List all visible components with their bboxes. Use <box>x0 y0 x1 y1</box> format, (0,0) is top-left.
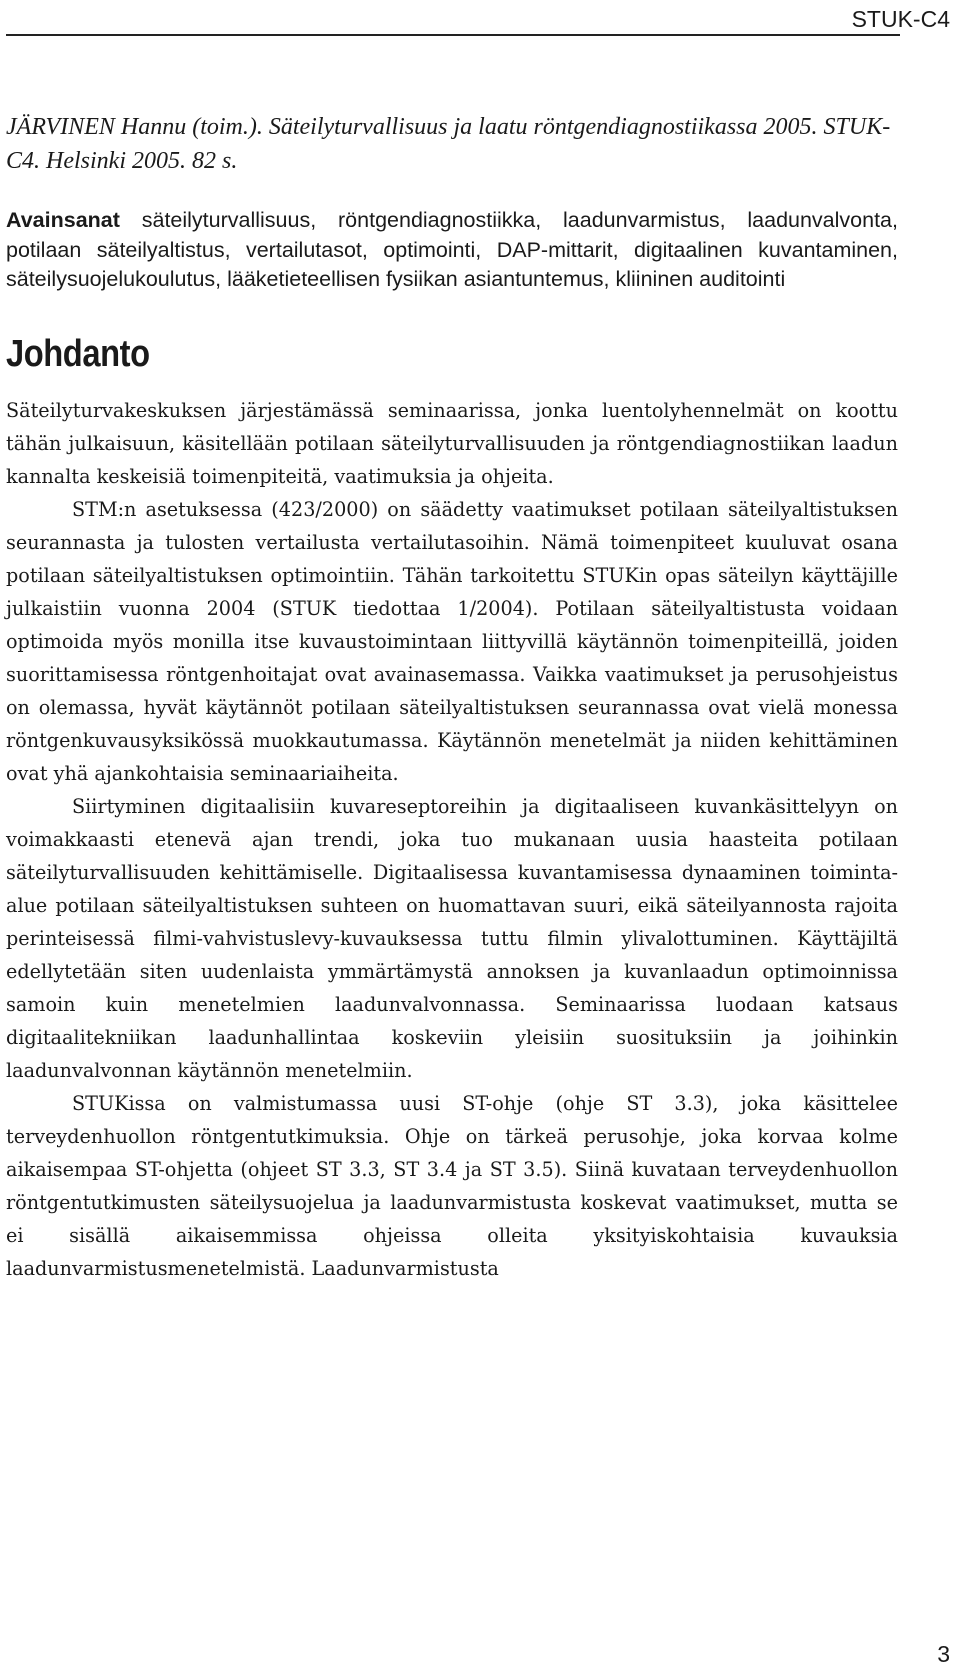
body-text <box>6 394 898 1285</box>
keywords <box>6 206 898 295</box>
paragraph: Säteilyturvakeskuksen järjestämässä seminaarissa, jonka luentolyhennelmät on koottu tähän julkaisuun, käsitellään potilaan säteilyturvallisuuden ja röntgendiagnostiikan laadun kannalta keskeisiä toimenpiteitä, vaatimuksia ja ohjeita. <box>6 398 898 488</box>
section-heading: Johdanto <box>6 332 150 375</box>
paragraph: Siirtyminen digitaalisiin kuvareseptoreihin ja digitaaliseen kuvankäsittelyyn on voimakkaasti etenevä ajan trendi, joka tuo mukanaan uusia haasteita potilaan säteilyturvallisuuden kehittämiselle. Digitaalisessa kuvantamisessa dynaaminen toiminta-alue potilaan säteilyaltistuksen suhteen on huomattavan suuri, eikä säteilyannosta rajoita perinteisessä filmi-vahvistuslevy-kuvauksessa tuttu filmin ylivalottuminen. Käyttäjiltä edellytetään siten uudenlaista ymmärtämystä annoksen ja kuvanlaadun optimoinnissa samoin kuin menetelmien laadunvalvonnassa. Seminaarissa luodaan katsaus digitaalitekniikan laadunhallintaa koskeviin yleisiin suosituksiin ja joihinkin laadunvalvonnan käytännön menetelmiin. <box>6 794 898 1082</box>
page-content <box>6 110 898 1285</box>
paragraph: STM:n asetuksessa (423/2000) on säädetty vaatimukset potilaan säteilyaltistuksen seurannasta ja tulosten vertailusta vertailutasoihin. Nämä toimenpiteet kuuluvat osana potilaan säteilyaltistuksen optimointiin. Tähän tarkoitettu STUKin opas säteilyn käyttäjille julkaistiin vuonna 2004 (STUK tiedottaa 1/2004). Potilaan säteilyaltistusta voidaan optimoida myös monilla itse kuvaustoimintaan liittyvillä käytännön toimenpiteillä, joiden suorittamisessa röntgenhoitajat ovat avainasemassa. Vaikka vaatimukset ja perusohjeistus on olemassa, hyvät käytännöt potilaan säteilyaltistuksen seurannassa ovat vielä monessa röntgenkuvausyksikössä muokkautumassa. Käytännön menetelmät ja niiden kehittäminen ovat yhä ajankohtaisia seminaariaiheita. <box>6 497 898 785</box>
header-rule <box>6 34 900 36</box>
citation: JÄRVINEN Hannu (toim.). Säteilyturvallisuus ja laatu röntgendiagnostiikassa 2005. STUK-C4. Helsinki 2005. 82 s. <box>6 114 891 174</box>
page-number: 3 <box>937 1641 950 1667</box>
keywords-label: Avainsanat <box>6 208 120 232</box>
series-label: STUK-C4 <box>851 6 950 32</box>
paragraph: STUKissa on valmistumassa uusi ST-ohje (ohje ST 3.3), joka käsittelee terveydenhuollon röntgentutkimuksia. Ohje on tärkeä perusohje, joka korvaa kolme aikaisempaa ST-ohjetta (ohjeet ST 3.3, ST 3.4 ja ST 3.5). Siinä kuvataan terveydenhuollon röntgentutkimusten säteilysuojelua ja laadunvarmistusta koskevat vaatimukset, mutta se ei sisällä aikaisemmissa ohjeissa olleita yksityiskohtaisia kuvauksia laadunvarmistusmenetelmistä. Laadunvarmistusta <box>6 1091 898 1280</box>
keywords-text: säteilyturvallisuus, röntgendiagnostiikka, laadunvarmistus, laadunvalvonta, potilaan säteilyaltistus, vertailutasot, optimointi, DAP-mittarit, digitaalinen kuvantaminen, säteilysuojelukoulutus, lääketieteellisen fysiikan asiantuntemus, kliininen auditointi <box>6 208 898 291</box>
